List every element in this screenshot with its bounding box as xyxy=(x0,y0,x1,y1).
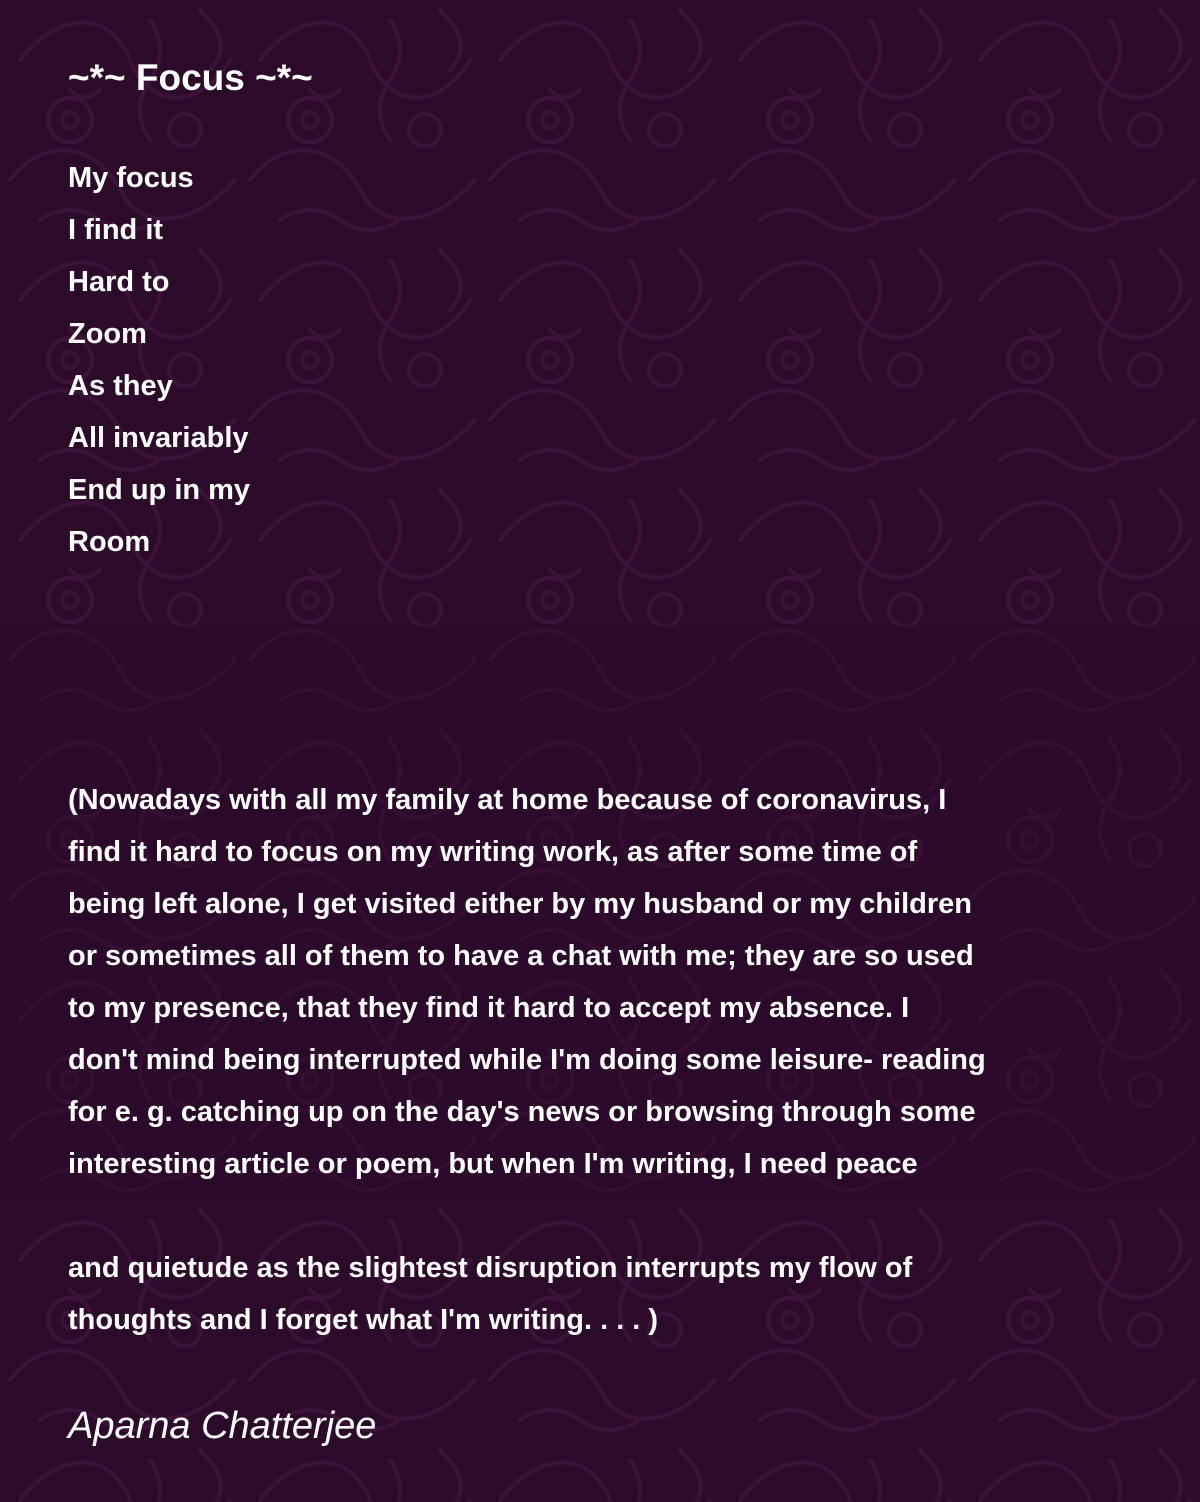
note-line: to my presence, that they find it hard to accept my absence. I xyxy=(68,992,910,1024)
note-line: don't mind being interrupted while I'm doing some leisure- reading xyxy=(68,1044,986,1076)
poem-author: Aparna Chatterjee xyxy=(68,1405,377,1447)
verse-line: All invariably xyxy=(68,422,249,454)
note-line: interesting article or poem, but when I'm writing, I need peace xyxy=(68,1148,918,1180)
note-line: and quietude as the slightest disruption interrupts my flow of xyxy=(68,1252,913,1284)
verse-line: As they xyxy=(68,370,173,402)
verse-line: I find it xyxy=(68,214,164,246)
note-line: being left alone, I get visited either by my husband or my children xyxy=(68,888,973,920)
note-line: or sometimes all of them to have a chat with me; they are so used xyxy=(68,940,974,972)
note-line: find it hard to focus on my writing work, as after some time of xyxy=(68,836,918,868)
note-line: for e. g. catching up on the day's news or browsing through some xyxy=(68,1096,976,1128)
author-note-part-1 xyxy=(68,774,986,1190)
verse-line: Hard to xyxy=(68,266,170,298)
verse-line: End up in my xyxy=(68,474,251,506)
poem-title: ~*~ Focus ~*~ xyxy=(68,57,313,98)
poem-verse xyxy=(68,152,250,568)
verse-line: Zoom xyxy=(68,318,147,350)
author-note-part-2 xyxy=(68,1242,912,1346)
verse-line: My focus xyxy=(68,162,194,194)
verse-line: Room xyxy=(68,526,151,558)
note-line: (Nowadays with all my family at home because of coronavirus, I xyxy=(68,784,947,816)
note-line: thoughts and I forget what I'm writing. . . . ) xyxy=(68,1304,659,1336)
